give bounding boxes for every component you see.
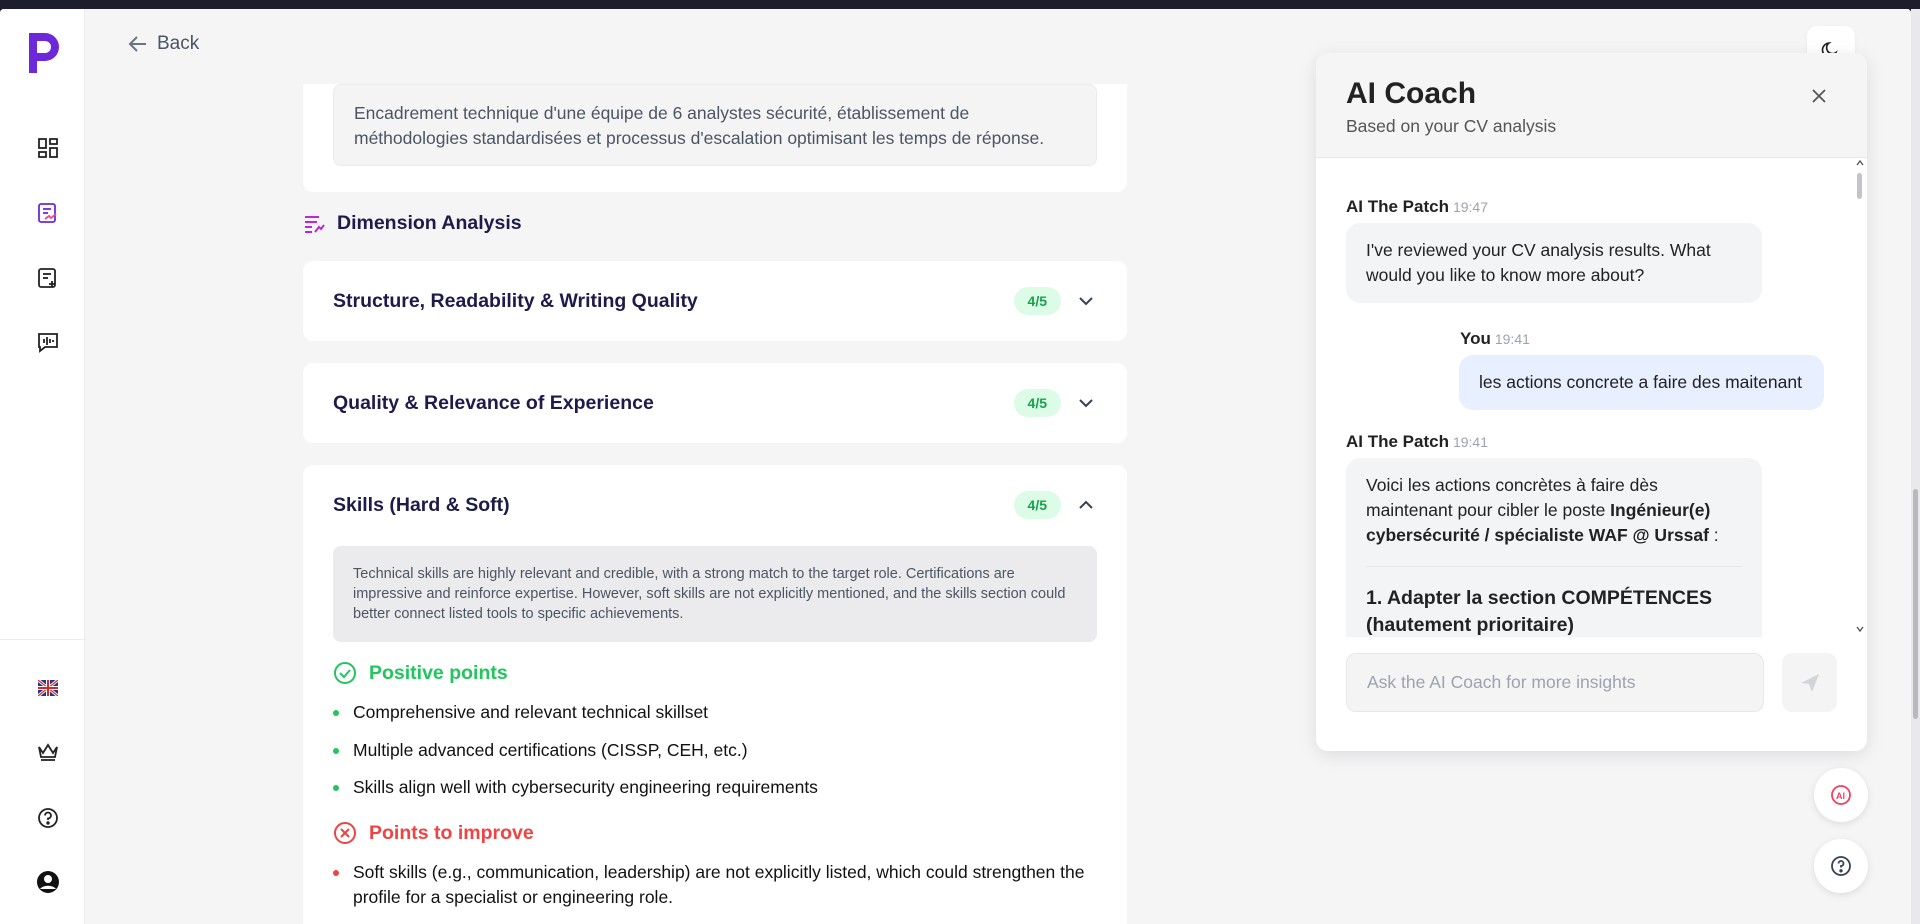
experience-excerpt: Encadrement technique d'une équipe de 6 analystes sécurité, établissement de méthodologies standardisées et processus d'escalation optimisant les temps de réponse. (333, 84, 1097, 166)
score-badge: 4/5 (1014, 389, 1061, 417)
arrow-left-icon (127, 33, 149, 55)
ai-message: Voici les actions concrètes à faire dès maintenant pour cibler le poste Ingénieur(e) cybersécurité / spécialiste WAF @ Urssaf : 1. Adapter la section COMPÉTENCES (hautement prioritaire) (1346, 458, 1762, 637)
brand-logo[interactable] (25, 29, 61, 77)
divider (1366, 566, 1742, 567)
sidebar (0, 9, 85, 924)
ai-icon (1829, 783, 1853, 807)
account-icon[interactable] (28, 862, 68, 902)
dimension-title: Skills (Hard & Soft) (333, 493, 510, 516)
positive-points-heading: Positive points (333, 661, 508, 685)
improve-points-heading: Points to improve (333, 821, 534, 845)
help-icon[interactable] (28, 798, 68, 838)
message-meta: AI The Patch 19:41 (1346, 432, 1489, 451)
cv-add-icon[interactable] (28, 258, 68, 298)
dimension-header[interactable] (333, 465, 1097, 545)
coach-title: AI Coach (1346, 77, 1477, 110)
back-button[interactable] (127, 33, 199, 55)
chat-scrollbar[interactable] (1853, 159, 1867, 637)
dimension-title: Quality & Relevance of Experience (333, 391, 654, 414)
coach-input[interactable] (1346, 653, 1764, 712)
help-icon (1829, 854, 1853, 878)
page-scrollbar[interactable] (1911, 9, 1920, 924)
chat-input-area (1316, 637, 1867, 751)
score-badge: 4/5 (1014, 491, 1061, 519)
ai-assistant-button[interactable] (1814, 768, 1868, 822)
dimension-title: Structure, Readability & Writing Quality (333, 289, 698, 312)
list-chart-icon (303, 213, 325, 235)
x-circle-icon (333, 821, 357, 845)
message-heading: 1. Adapter la section COMPÉTENCES (hautement prioritaire) (1366, 587, 1713, 636)
crown-icon[interactable] (28, 732, 68, 772)
check-circle-icon (333, 661, 357, 685)
ai-message: I've reviewed your CV analysis results. What would you like to know more about? (1346, 223, 1762, 303)
chevron-down-icon[interactable] (1075, 290, 1097, 312)
score-badge: 4/5 (1014, 287, 1061, 315)
dimension-card-structure[interactable] (303, 261, 1127, 341)
chevron-down-icon[interactable] (1075, 392, 1097, 414)
help-button[interactable] (1814, 839, 1868, 893)
list-item: Soft skills (e.g., communication, leadership) are not explicitly listed, which could strengthen the profile for a specialist or engineering role. (333, 860, 1093, 910)
ai-coach-panel (1316, 53, 1867, 751)
message-meta: You 19:41 (1460, 329, 1530, 348)
dimension-analysis-title: Dimension Analysis (337, 212, 522, 234)
experience-card (303, 84, 1127, 192)
chevron-up-icon[interactable] (1075, 494, 1097, 516)
interview-icon[interactable] (28, 322, 68, 362)
message-meta: AI The Patch 19:47 (1346, 197, 1489, 216)
dashboard-icon[interactable] (28, 128, 68, 168)
send-icon (1799, 672, 1821, 694)
close-icon[interactable] (1806, 83, 1832, 109)
user-message: les actions concrete a faire des maitenant (1459, 355, 1824, 410)
app-window (0, 9, 1911, 924)
coach-header (1316, 53, 1867, 158)
list-item: Multiple advanced certifications (CISSP, CEH, etc.) (333, 738, 1093, 763)
chat-messages[interactable] (1316, 159, 1867, 637)
list-item: Skills align well with cybersecurity engineering requirements (333, 775, 1093, 800)
svg-text:AI: AI (1836, 791, 1845, 801)
list-item: Comprehensive and relevant technical skillset (333, 700, 1093, 725)
back-label: Back (157, 33, 200, 54)
dimension-card-skills (303, 465, 1127, 924)
uk-flag-icon[interactable] (28, 668, 68, 708)
coach-subtitle: Based on your CV analysis (1346, 116, 1557, 136)
dimension-analysis-heading (303, 212, 522, 235)
skills-summary: Technical skills are highly relevant and credible, with a strong match to the target role. Certifications are impressive and reinforce expertise. However, soft skills are not explicitly mentioned, and the skills section could better connect listed tools to specific achievements. (333, 546, 1097, 642)
sidebar-divider (0, 639, 85, 640)
cv-analysis-icon[interactable] (28, 193, 68, 233)
dimension-card-experience[interactable] (303, 363, 1127, 443)
send-button[interactable] (1782, 653, 1837, 712)
